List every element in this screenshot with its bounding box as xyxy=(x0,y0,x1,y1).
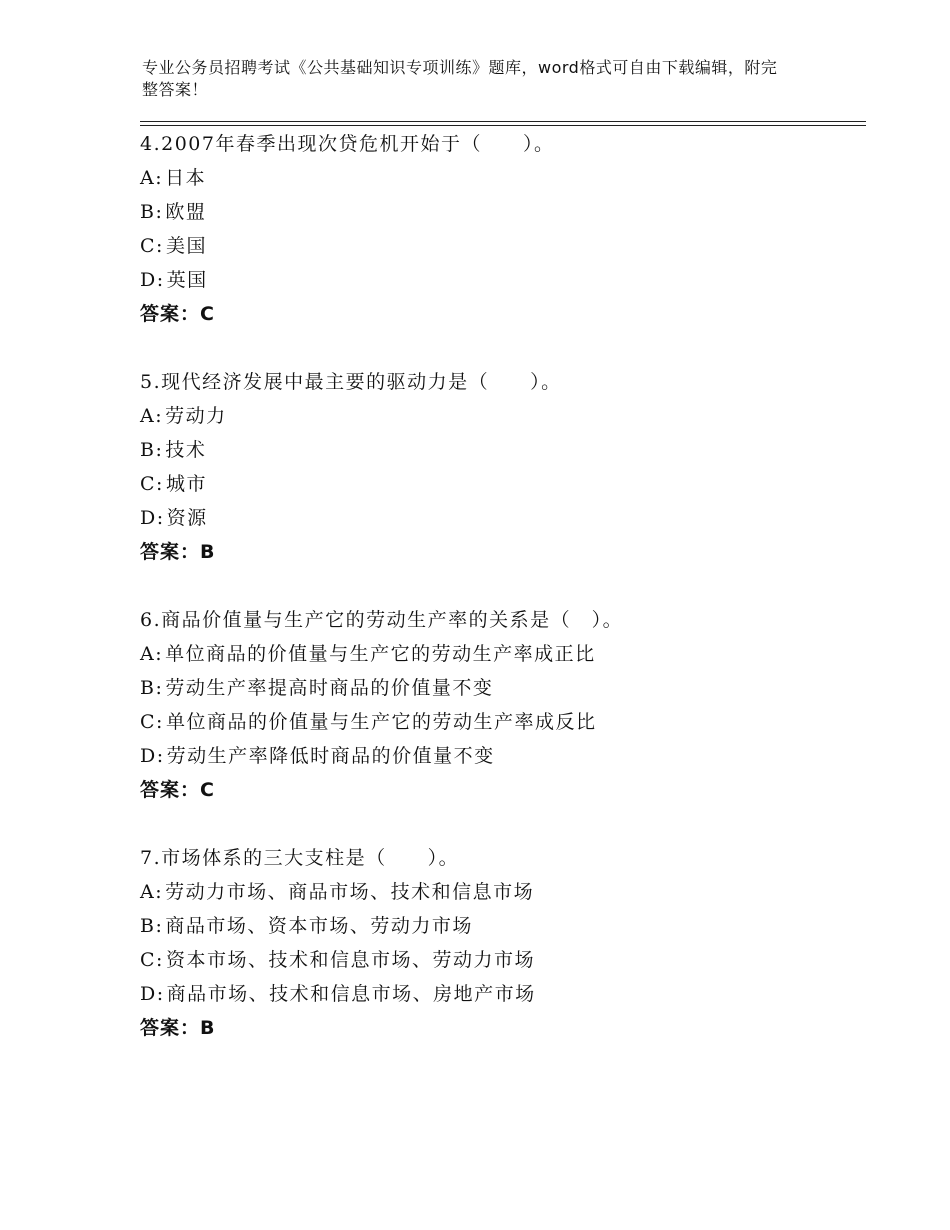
option-text: 日本 xyxy=(165,167,207,189)
header-divider-thick xyxy=(140,121,866,122)
option-b xyxy=(140,909,866,943)
question-5 xyxy=(140,365,866,569)
option-text: 欧盟 xyxy=(165,201,207,223)
option-text: 商品市场、技术和信息市场、房地产市场 xyxy=(166,983,536,1005)
option-key: D: xyxy=(140,983,165,1005)
option-key: D: xyxy=(140,507,165,529)
option-text: 劳动生产率提高时商品的价值量不变 xyxy=(165,677,494,699)
question-stem: 6.商品价值量与生产它的劳动生产率的关系是（ ）。 xyxy=(140,609,624,631)
option-b xyxy=(140,433,866,467)
option-text: 资源 xyxy=(166,507,208,529)
option-a xyxy=(140,399,866,433)
option-c xyxy=(140,467,866,501)
option-key: C: xyxy=(140,949,164,971)
option-key: A: xyxy=(140,643,164,665)
option-key: B: xyxy=(140,439,164,461)
option-text: 商品市场、资本市场、劳动力市场 xyxy=(165,915,473,937)
option-text: 城市 xyxy=(165,473,207,495)
option-c xyxy=(140,229,866,263)
option-a xyxy=(140,637,866,671)
question-list xyxy=(140,127,866,1079)
option-c xyxy=(140,943,866,977)
answer-line: 答案：B xyxy=(140,541,216,563)
answer-line: 答案：C xyxy=(140,779,215,801)
option-b xyxy=(140,671,866,705)
option-key: B: xyxy=(140,915,164,937)
answer-line: 答案：C xyxy=(140,303,215,325)
question-stem: 7.市场体系的三大支柱是（ ）。 xyxy=(140,847,460,869)
option-key: B: xyxy=(140,201,164,223)
question-7 xyxy=(140,841,866,1045)
option-text: 美国 xyxy=(165,235,207,257)
option-key: C: xyxy=(140,235,164,257)
option-key: D: xyxy=(140,269,165,291)
document-header: 专业公务员招聘考试《公共基础知识专项训练》题库，word格式可自由下载编辑，附完整答案！ xyxy=(142,58,778,99)
option-key: D: xyxy=(140,745,165,767)
answer-line: 答案：B xyxy=(140,1017,216,1039)
option-text: 单位商品的价值量与生产它的劳动生产率成反比 xyxy=(165,711,597,733)
option-key: C: xyxy=(140,473,164,495)
option-d xyxy=(140,501,866,535)
option-text: 单位商品的价值量与生产它的劳动生产率成正比 xyxy=(165,643,596,665)
question-stem: 4.2007年春季出现次贷危机开始于（ ）。 xyxy=(140,133,555,155)
question-stem: 5.现代经济发展中最主要的驱动力是（ ）。 xyxy=(140,371,562,393)
option-text: 技术 xyxy=(165,439,207,461)
option-d xyxy=(140,739,866,773)
option-b xyxy=(140,195,866,229)
option-key: A: xyxy=(140,167,164,189)
option-text: 劳动力 xyxy=(165,405,227,427)
option-key: B: xyxy=(140,677,164,699)
option-text: 资本市场、技术和信息市场、劳动力市场 xyxy=(165,949,535,971)
option-key: A: xyxy=(140,881,164,903)
option-c xyxy=(140,705,866,739)
option-d xyxy=(140,263,866,297)
option-a xyxy=(140,875,866,909)
option-a xyxy=(140,161,866,195)
option-text: 劳动力市场、商品市场、技术和信息市场 xyxy=(165,881,535,903)
option-d xyxy=(140,977,866,1011)
option-key: A: xyxy=(140,405,164,427)
header-divider-thin xyxy=(140,125,866,126)
option-key: C: xyxy=(140,711,164,733)
option-text: 劳动生产率降低时商品的价值量不变 xyxy=(166,745,495,767)
option-text: 英国 xyxy=(166,269,208,291)
question-4 xyxy=(140,127,866,331)
question-6 xyxy=(140,603,866,807)
